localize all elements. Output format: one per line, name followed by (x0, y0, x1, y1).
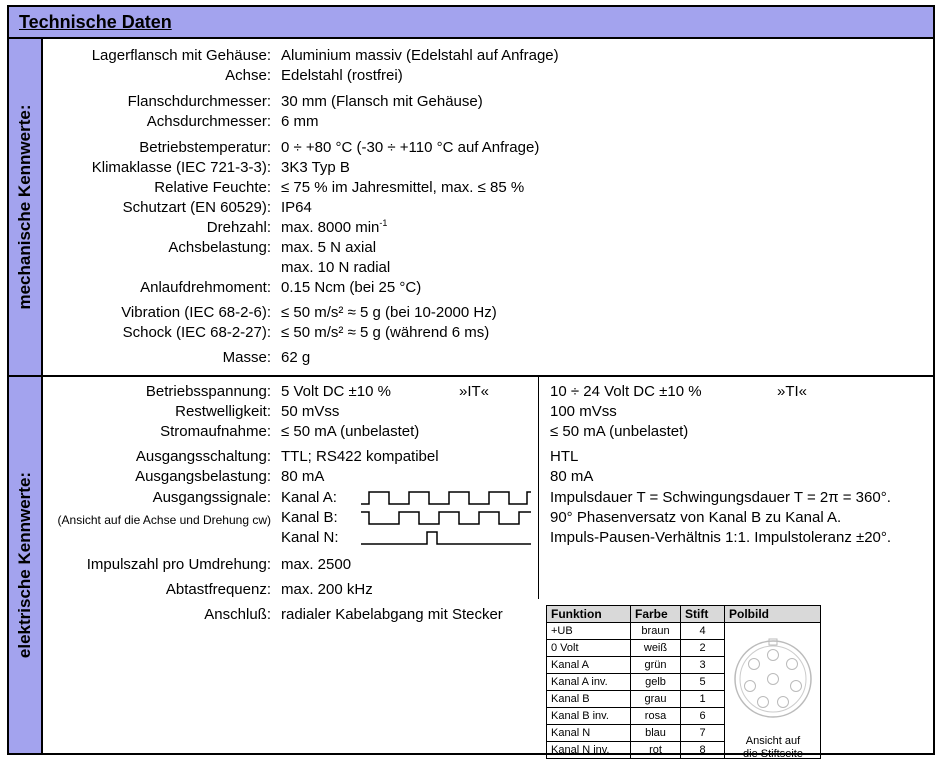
rpm-text: max. 8000 min (281, 219, 380, 236)
func-cell: Kanal N (547, 725, 631, 742)
it-current: ≤ 50 mA (unbelastet) (281, 423, 420, 440)
color-cell: braun (631, 623, 681, 640)
spec-value: 6 mm (281, 113, 319, 130)
table-header-row (547, 606, 821, 623)
it-circuit: TTL; RS422 kompatibel (281, 448, 439, 465)
connection-label: Anschluß: (204, 606, 271, 623)
pin-cell: 1 (681, 691, 725, 708)
freq-label: Abtastfrequenz: (165, 581, 271, 598)
pulses-label: Impulszahl pro Umdrehung: (86, 556, 271, 573)
ti-circuit: HTL (550, 448, 579, 465)
spec-label: Lagerflansch mit Gehäuse: (91, 47, 271, 64)
circuit-label: Ausgangsschaltung: (135, 448, 271, 465)
color-cell: gelb (631, 674, 681, 691)
pin-cell: 5 (681, 674, 725, 691)
ripple-label: Restwelligkeit: (175, 403, 271, 420)
supply-label: Betriebsspannung: (145, 383, 271, 400)
channel-a-label: Kanal A: (281, 489, 337, 506)
func-cell: Kanal A (547, 657, 631, 674)
connector-pinout-icon (731, 631, 815, 731)
page-title: Technische Daten (19, 12, 172, 32)
spec-value: 0.15 Ncm (bei 25 °C) (281, 279, 422, 296)
note-phase: 90° Phasenversatz von Kanal B zu Kanal A. (550, 509, 842, 526)
it-load: 80 mA (281, 468, 325, 485)
func-cell: Kanal A inv. (547, 674, 631, 691)
note-duty: Impuls-Pausen-Verhältnis 1:1. Impulstoleranz ±20°. (550, 529, 892, 546)
spec-label: Drehzahl: (206, 219, 271, 236)
spec-label: Achsdurchmesser: (146, 113, 271, 130)
spec-value: 3K3 Typ B (281, 159, 350, 176)
mech-section-label: mechanische Kennwerte: (15, 104, 34, 310)
pin-cell: 7 (681, 725, 725, 742)
spec-value: ≤ 50 m/s² ≈ 5 g (bei 10-2000 Hz) (281, 304, 497, 321)
col-stift: Stift (681, 606, 725, 623)
color-cell: rot (631, 742, 681, 759)
col-farbe: Farbe (631, 606, 681, 623)
ti-load: 80 mA (550, 468, 594, 485)
spec-label: Flanschdurchmesser: (127, 93, 271, 110)
pin-cell: 8 (681, 742, 725, 759)
ti-current: ≤ 50 mA (unbelastet) (550, 423, 689, 440)
color-cell: rosa (631, 708, 681, 725)
it-supply: 5 Volt DC ±10 % (281, 383, 391, 400)
variant-divider (538, 377, 539, 599)
title-bar (9, 7, 933, 39)
section-divider (43, 375, 933, 377)
channel-a-waveform (361, 490, 531, 506)
spec-value: Edelstahl (rostfrei) (281, 67, 403, 84)
spec-value: max. 10 N radial (281, 259, 391, 276)
rpm-exponent: -1 (379, 218, 388, 228)
color-cell: grau (631, 691, 681, 708)
pinout-caption-2: die Stiftseite (743, 748, 803, 760)
load-label: Ausgangsbelastung: (135, 468, 271, 485)
spec-value: ≤ 50 m/s² ≈ 5 g (während 6 ms) (281, 324, 490, 341)
func-cell: 0 Volt (547, 640, 631, 657)
pin-cell: 3 (681, 657, 725, 674)
spec-label: Klimaklasse (IEC 721-3-3): (91, 159, 271, 176)
spec-label: Vibration (IEC 68-2-6): (121, 304, 271, 321)
elec-section-label: elektrische Kennwerte: (15, 471, 34, 659)
signals-label: Ausgangssignale: (152, 489, 271, 506)
note-period: Impulsdauer T = Schwingungsdauer T = 2π = 360°. (550, 489, 891, 506)
datasheet (7, 5, 935, 760)
func-cell: Kanal B (547, 691, 631, 708)
func-cell: +UB (547, 623, 631, 640)
channel-n-waveform (361, 530, 531, 546)
color-cell: grün (631, 657, 681, 674)
spec-label: Schutzart (EN 60529): (122, 199, 271, 216)
ti-ripple: 100 mVss (550, 403, 617, 420)
spec-label: Masse: (222, 349, 271, 366)
col-funktion: Funktion (547, 606, 631, 623)
spec-label: Achse: (225, 67, 271, 84)
pin-cell: 2 (681, 640, 725, 657)
spec-label: Betriebstemperatur: (139, 139, 271, 156)
channel-n-label: Kanal N: (281, 529, 339, 546)
spec-label: Anlaufdrehmoment: (140, 279, 271, 296)
func-cell: Kanal N inv. (547, 742, 631, 759)
pulses-value: max. 2500 (281, 556, 352, 573)
spec-value: ≤ 75 % im Jahresmittel, max. ≤ 85 % (281, 179, 525, 196)
spec-value: Aluminium massiv (Edelstahl auf Anfrage) (281, 47, 559, 64)
spec-label: Schock (IEC 68-2-27): (122, 324, 271, 341)
spec-value: 62 g (281, 349, 311, 366)
it-variant-tag: »IT« (459, 383, 490, 400)
color-cell: blau (631, 725, 681, 742)
pin-cell: 6 (681, 708, 725, 725)
pin-assignment-table (546, 605, 821, 759)
spec-value: 30 mm (Flansch mit Gehäuse) (281, 93, 483, 110)
spec-value-rpm (281, 219, 387, 237)
spec-value: max. 5 N axial (281, 239, 377, 256)
it-ripple: 50 mVss (281, 403, 340, 420)
spec-value: IP64 (281, 199, 312, 216)
signals-note: (Ansicht auf die Achse und Drehung cw) (57, 513, 271, 527)
connection-value: radialer Kabelabgang mit Stecker (281, 606, 503, 623)
ti-supply: 10 ÷ 24 Volt DC ±10 % (550, 383, 702, 400)
pin-cell: 4 (681, 623, 725, 640)
spec-label: Achsbelastung: (168, 239, 271, 256)
channel-b-waveform (361, 510, 531, 526)
table-row (547, 623, 821, 640)
freq-value: max. 200 kHz (281, 581, 373, 598)
ti-variant-tag: »TI« (777, 383, 808, 400)
spec-value: 0 ÷ +80 °C (-30 ÷ +110 °C auf Anfrage) (281, 139, 540, 156)
connector-diagram-cell (725, 623, 821, 759)
channel-b-label: Kanal B: (281, 509, 338, 526)
spec-label: Relative Feuchte: (154, 179, 271, 196)
pinout-caption-1: Ansicht auf (745, 735, 801, 747)
func-cell: Kanal B inv. (547, 708, 631, 725)
col-polbild: Polbild (725, 606, 821, 623)
current-label: Stromaufnahme: (160, 423, 271, 440)
color-cell: weiß (631, 640, 681, 657)
